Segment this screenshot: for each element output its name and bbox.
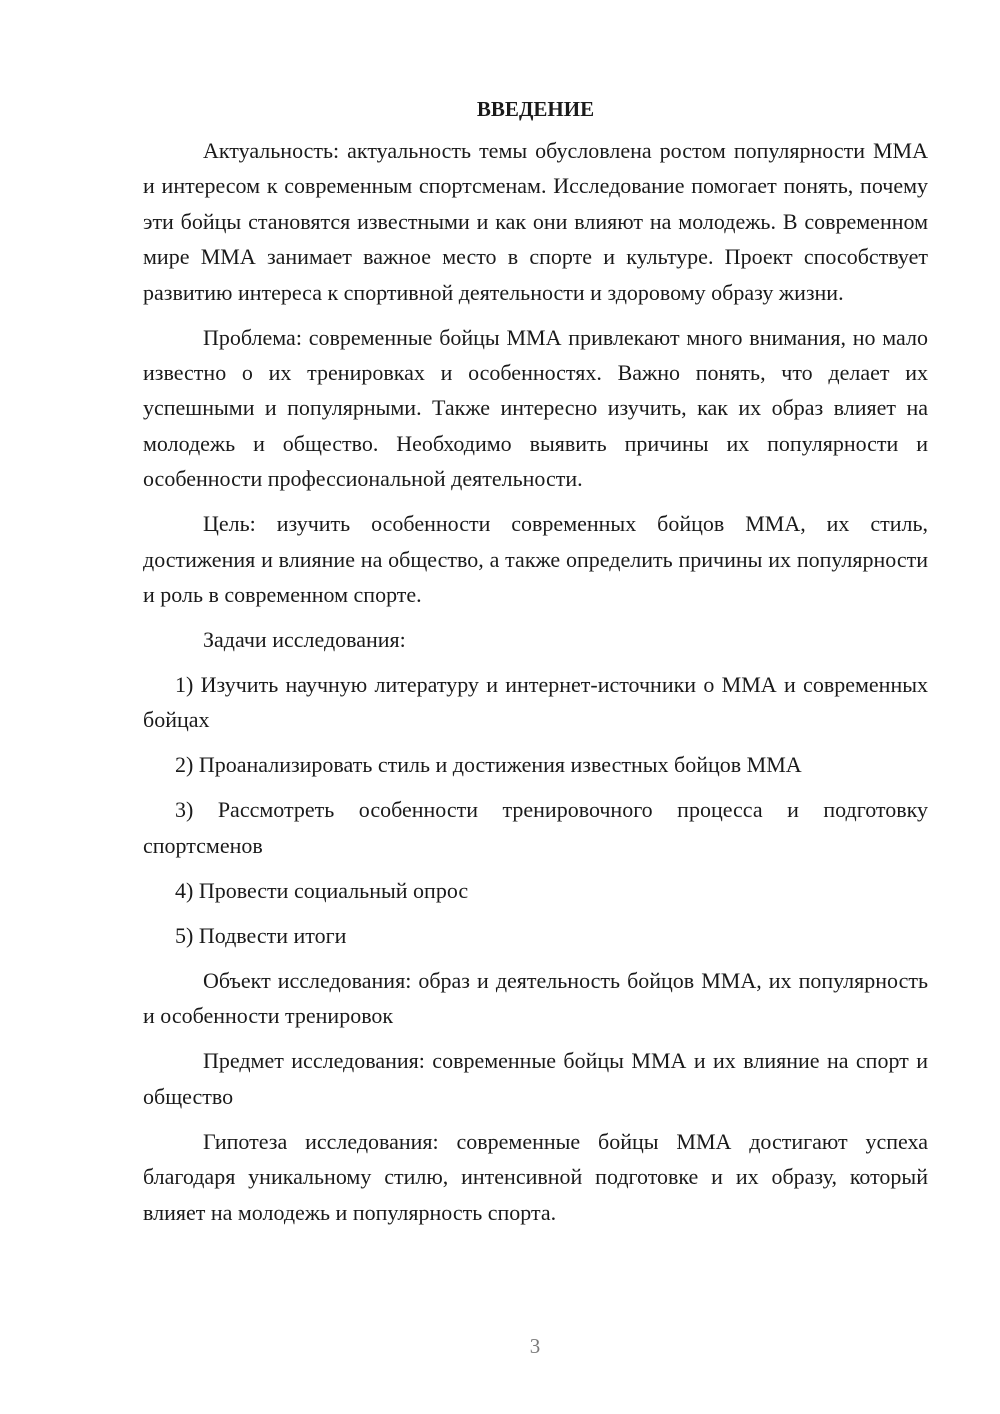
problem-paragraph: Проблема: современные бойцы ММА привлекают много внимания, но мало известно о их тренировках и особенностях. Важно понять, что делает их успешными и популярными. Также интересно изучить, как их образ влияет на молодежь и общество. Необходимо выявить причины их популярности и особенности профессиональной деятельности. <box>143 324 928 492</box>
goal-paragraph: Цель: изучить особенности современных бойцов ММА, их стиль, достижения и влияние на общество, а также определить причины их популярности и роль в современном спорте. <box>143 511 928 608</box>
tasks-heading: Задачи исследования: <box>203 627 406 653</box>
document-page <box>143 92 928 1240</box>
relevance-paragraph: Актуальность: актуальность темы обусловлена ростом популярности ММА и интересом к современным спортсменам. Исследование помогает понять, почему эти бойцы становятся известными и как они влияют на молодежь. В современном мире ММА занимает важное место в спорте и культуре. Проект способствует развитию интереса к спортивной деятельности и здоровому образу жизни. <box>143 138 928 305</box>
page-number: 3 <box>529 1334 541 1358</box>
subject-paragraph: Предмет исследования: современные бойцы ММА и их влияние на спорт и общество <box>143 1048 928 1109</box>
task-item-5: 5) Подвести итоги <box>175 922 347 948</box>
task-item-1: 1) Изучить научную литературу и интернет-источники о ММА и современных бойцах <box>143 672 928 733</box>
task-item-2: 2) Проанализировать стиль и достижения известных бойцов ММА <box>175 752 802 778</box>
section-heading: ВВЕДЕНИЕ <box>476 97 595 121</box>
task-item-4: 4) Провести социальный опрос <box>175 877 469 903</box>
hypothesis-paragraph: Гипотеза исследования: современные бойцы ММА достигают успеха благодаря уникальному стилю, интенсивной подготовке и их образу, который влияет на молодежь и популярность спорта. <box>143 1128 928 1225</box>
object-paragraph: Объект исследования: образ и деятельность бойцов ММА, их популярность и особенности тренировок <box>143 967 928 1029</box>
task-item-3: 3) Рассмотреть особенности тренировочного процесса и подготовку спортсменов <box>143 797 928 858</box>
